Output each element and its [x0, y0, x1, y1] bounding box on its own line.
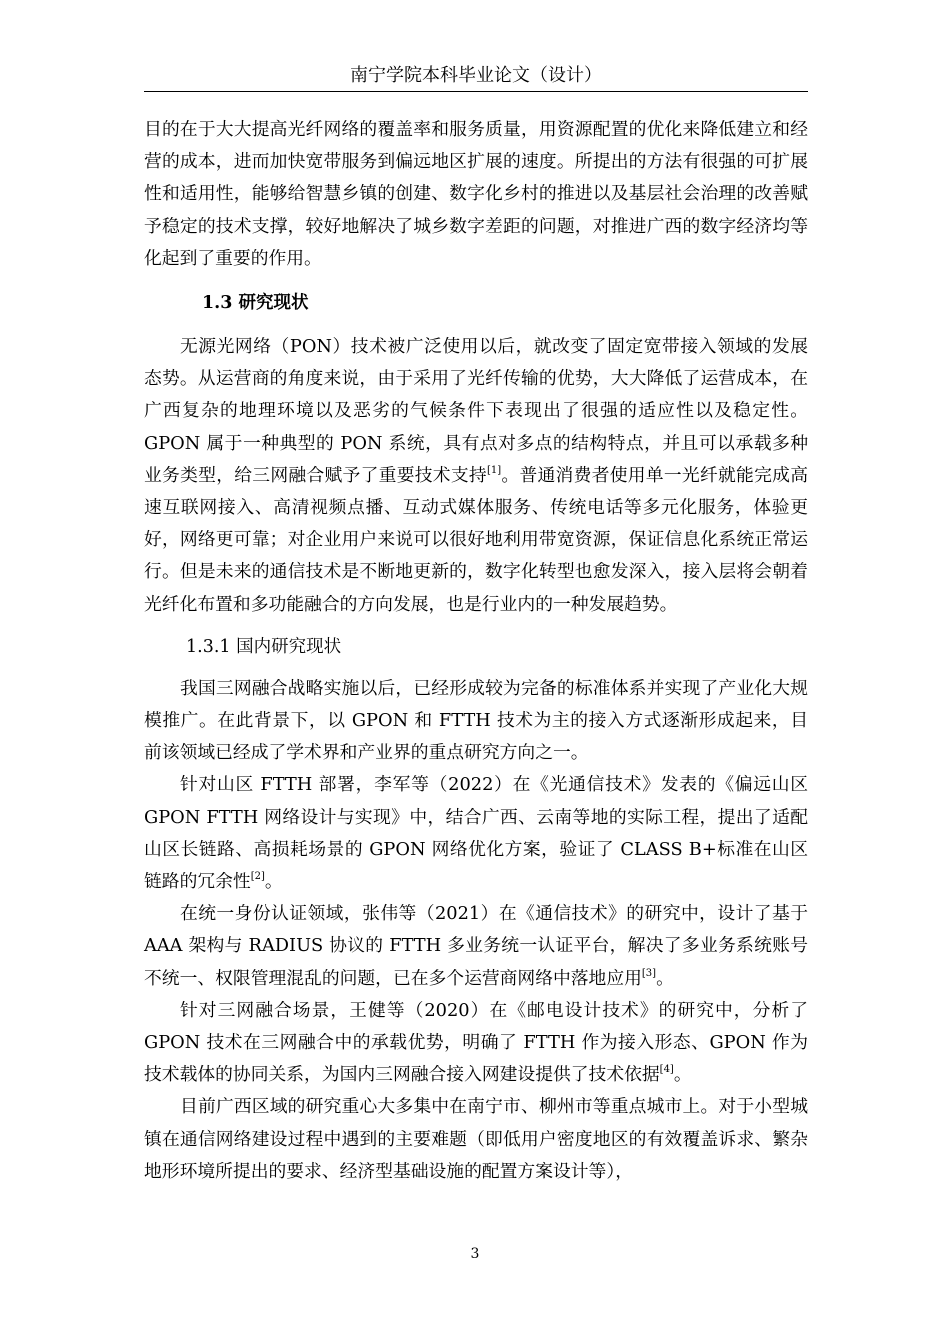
zhang-wei-text-a: 在统一身份认证领域，张伟等（2021）在《通信技术》的研究中，设计了基于 AAA 架构与 RADIUS 协议的 FTTH 多业务统一认证平台，解决了多业务系统账号不统一、权限管理混乱的问题，已在多个运营商网络中落地应用: [144, 903, 808, 989]
guangxi-paragraph: 目前广西区域的研究重心大多集中在南宁市、柳州市等重点城市上。对于小型城镇在通信网络建设过程中遇到的主要难题（即低用户密度地区的有效覆盖诉求、繁杂地形环境所提出的要求、经济型基础设施的配置方案设计等），: [144, 1096, 808, 1182]
pon-paragraph: [144, 331, 808, 621]
page-body: [144, 114, 808, 1188]
citation-3: [3]: [641, 967, 657, 979]
pon-text-a: 无源光网络（PON）技术被广泛使用以后，就改变了固定宽带接入领域的发展态势。从运营商的角度来说，由于采用了光纤传输的优势，大大降低了运营成本，在广西复杂的地理环境以及恶劣的气候条件下表现出了很强的适应性以及稳定性。GPON 属于一种典型的 PON 系统，具有点对多点的结构特点，并且可以承载多种业务类型，给三网融合赋予了重要技术支持: [144, 336, 808, 486]
wang-jian-paragraph: [144, 995, 808, 1092]
domestic-paragraph: 我国三网融合战略实施以后，已经形成较为完备的标准体系并实现了产业化大规模推广。在此背景下，以 GPON 和 FTTH 技术为主的接入方式逐渐形成起来，目前该领域已经成了学术界和产业界的重点研究方向之一。: [144, 677, 808, 764]
citation-1: [1]: [486, 464, 502, 476]
running-header: 南宁学院本科毕业论文（设计）: [350, 65, 602, 86]
page-number: 3: [470, 1246, 480, 1262]
pon-text-b: 。普通消费者使用单一光纤就能完成高速互联网接入、高清视频点播、互动式媒体服务、传统电话等多元化服务，体验更好，网络更可靠；对企业用户来说可以很好地利用带宽资源，保证信息化系统正常运行。但是未来的通信技术是不断地更新的，数字化转型也愈发深入，接入层将会朝着光纤化布置和多功能融合的方向发展，也是行业内的一种发展趋势。: [144, 464, 808, 615]
zhang-wei-text-b: 。: [656, 967, 674, 989]
section-heading-1-3-1: 1.3.1 国内研究现状: [186, 636, 342, 657]
wang-jian-text-a: 针对三网融合场景，王健等（2020）在《邮电设计技术》的研究中，分析了 GPON 技术在三网融合中的承载优势，明确了 FTTH 作为接入形态、GPON 作为技术载体的协同关系，为国内三网融合接入网建设提供了技术依据: [144, 999, 808, 1086]
li-jun-text-a: 针对山区 FTTH 部署，李军等（2022）在《光通信技术》发表的《偏远山区 GPON FTTH 网络设计与实现》中，结合广西、云南等地的实际工程，提出了适配山区长链路、高损耗场景的 GPON 网络优化方案，验证了 CLASS B+标准在山区链路的冗余性: [144, 774, 808, 893]
citation-4: [4]: [659, 1064, 674, 1076]
wang-jian-text-b: 。: [673, 1064, 692, 1086]
citation-2: [2]: [250, 871, 265, 883]
li-jun-paragraph: [144, 769, 808, 898]
section-heading-1-3: 1.3 研究现状: [202, 293, 309, 314]
zhang-wei-paragraph: [144, 898, 808, 995]
li-jun-text-b: 。: [264, 871, 283, 893]
header-divider: [144, 91, 808, 92]
intro-paragraph: 目的在于大大提高光纤网络的覆盖率和服务质量，用资源配置的优化来降低建立和经营的成本，进而加快宽带服务到偏远地区扩展的速度。所提出的方法有很强的可扩展性和适用性，能够给智慧乡镇的创建、数字化乡村的推进以及基层社会治理的改善赋予稳定的技术支撑，较好地解决了城乡数字差距的问题，对推进广西的数字经济均等化起到了重要的作用。: [144, 119, 808, 269]
